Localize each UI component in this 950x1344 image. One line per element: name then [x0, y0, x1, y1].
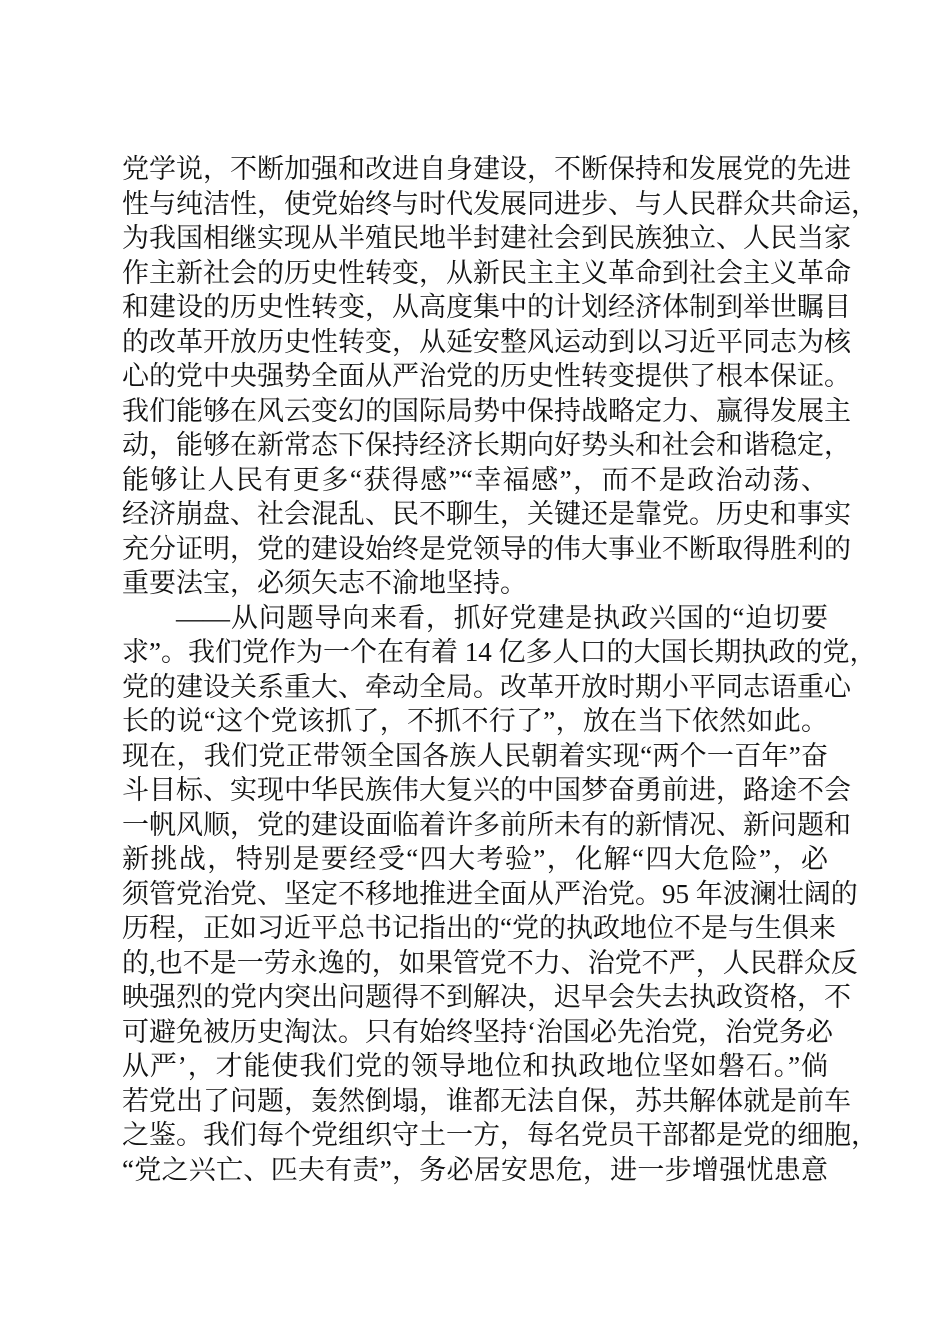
- text-line: 和建设的历史性转变，从高度集中的计划经济体制到举世瞩目: [122, 292, 851, 322]
- text-line: 心的党中央强势全面从严治党的历史性转变提供了根本保证。: [122, 361, 851, 391]
- text-line: 新挑战，特别是要经受“四大考验”，化解“四大危险”，必: [122, 844, 828, 874]
- text-line: 之鉴。我们每个党组织守土一方，每名党员干部都是党的细胞，: [122, 1120, 878, 1150]
- text-line: 求”。我们党作为一个在有着 14 亿多人口的大国长期执政的党，: [122, 637, 877, 667]
- text-line: 一帆风顺，党的建设面临着许多前所未有的新情况、新问题和: [122, 809, 851, 840]
- text-line: 经济崩盘、社会混乱、民不聊生，关键还是靠党。历史和事实: [122, 499, 851, 529]
- text-line: 重要法宝，必须矢志不渝地坚持。: [122, 568, 527, 598]
- text-line: 党学说，不断加强和改进自身建设，不断保持和发展党的先进: [122, 154, 851, 184]
- text-line: 历程，正如习近平总书记指出的“党的执政地位不是与生俱来: [122, 913, 836, 943]
- text-line: 映强烈的党内突出问题得不到解决，迟早会失去执政资格，不: [122, 982, 851, 1012]
- text-line: 充分证明，党的建设始终是党领导的伟大事业不断取得胜利的: [122, 533, 851, 564]
- document-body: [122, 152, 878, 1187]
- text-line: 长的说“这个党该抓了，不抓不行了”，放在当下依然如此。: [122, 706, 828, 736]
- text-line: 的改革开放历史性转变，从延安整风运动到以习近平同志为核: [122, 326, 851, 357]
- text-line: 斗目标、实现中华民族伟大复兴的中国梦奋勇前进，路途不会: [122, 775, 851, 805]
- text-line: 我们能够在风云变幻的国际局势中保持战略定力、赢得发展主: [122, 395, 851, 426]
- text-line: 为我国相继实现从半殖民地半封建社会到民族独立、人民当家: [122, 223, 851, 253]
- text-line: 动，能够在新常态下保持经济长期向好势头和社会和谐稳定，: [122, 430, 851, 460]
- text-line: 的,也不是一劳永逸的，如果管党不力、治党不严，人民群众反: [122, 947, 858, 978]
- text-line: 可避免被历史淘汰。只有始终坚持‘治国必先治党，治党务必: [122, 1016, 833, 1047]
- text-line: 作主新社会的历史性转变，从新民主主义革命到社会主义革命: [122, 257, 851, 288]
- text-line: 现在，我们党正带领全国各族人民朝着实现“两个一百年”奋: [122, 740, 828, 771]
- text-line: 从严’，才能使我们党的领导地位和执政地位坚如磐石。”倘: [122, 1051, 828, 1081]
- text-line: 若党出了问题，轰然倒塌，谁都无法自保，苏共解体就是前车: [122, 1085, 851, 1116]
- text-line: ——从问题导向来看，抓好党建是执政兴国的“迫切要: [176, 602, 828, 633]
- text-line: “党之兴亡、匹夫有责”，务必居安思危，进一步增强忧患意: [122, 1154, 828, 1185]
- text-line: 性与纯洁性，使党始终与时代发展同进步、与人民群众共命运，: [122, 188, 878, 219]
- text-line: 能够让人民有更多“获得感”“幸福感”，而不是政治动荡、: [122, 464, 828, 495]
- text-line: 须管党治党、坚定不移地推进全面从严治党。95 年波澜壮阔的: [122, 878, 858, 909]
- text-line: 党的建设关系重大、牵动全局。改革开放时期小平同志语重心: [122, 671, 851, 702]
